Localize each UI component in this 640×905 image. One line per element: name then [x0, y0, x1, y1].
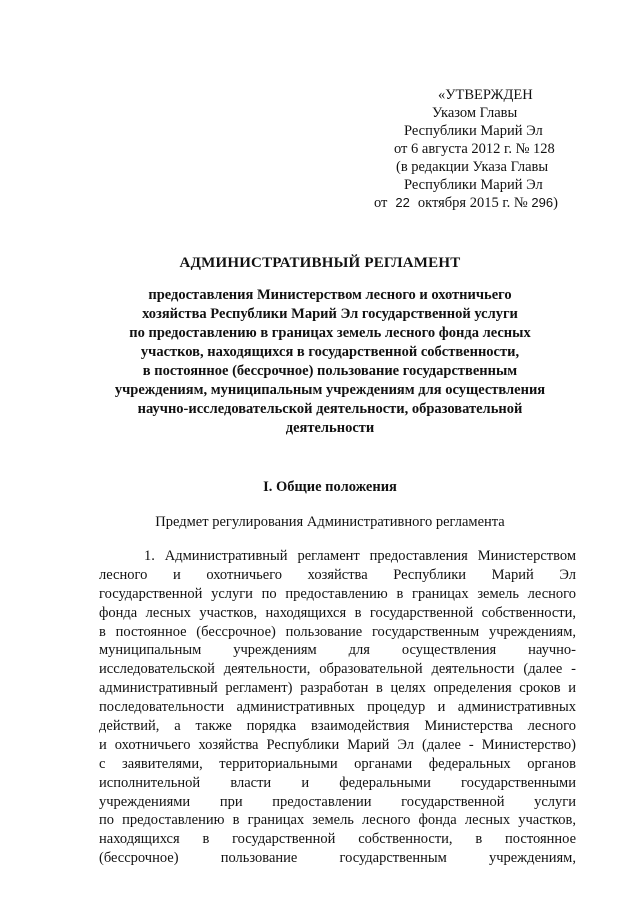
- body-line: исследовательской деятельности, образовательной деятельности (далее -: [99, 661, 576, 678]
- approval-date-prefix: от: [374, 195, 388, 211]
- subtitle-line: учреждениям, муниципальным учреждениям для осуществления: [114, 382, 546, 398]
- approval-line: от 6 августа 2012 г. № 128: [394, 141, 555, 157]
- body-line: фонда лесных участков, находящихся в государственной собственности,: [99, 604, 576, 621]
- section-heading: I. Общие положения: [263, 479, 397, 495]
- subtitle-line: участков, находящихся в государственной собственности,: [140, 344, 520, 360]
- approval-date-line: [360, 194, 592, 212]
- approval-line: «УТВЕРЖДЕН: [438, 87, 533, 103]
- approval-date-day: 22: [395, 195, 410, 210]
- subtitle-line: в постоянное (бессрочное) пользование государственным: [142, 363, 518, 379]
- body-line: по предоставлению в границах земель лесного фонда лесных участков,: [99, 812, 576, 829]
- body-line: учреждениями при предоставлении государственной услуги: [99, 793, 576, 810]
- body-line: 1. Административный регламент предоставления Министерством: [144, 548, 576, 564]
- approval-date-middle: октября 2015 г. №: [417, 195, 528, 211]
- approval-date-number: 296: [531, 195, 554, 210]
- body-line: последовательности административных процедур и административных: [99, 699, 576, 716]
- body-line: и охотничьего хозяйства Республики Марий Эл (далее - Министерство): [99, 736, 576, 753]
- body-line: в постоянное (бессрочное) пользование государственным учреждениям,: [99, 623, 576, 640]
- approval-line: (в редакции Указа Главы: [396, 159, 549, 175]
- body-line: лесного и охотничьего хозяйства Республики Марий Эл: [99, 566, 576, 583]
- approval-line: Республики Марий Эл: [404, 123, 543, 139]
- body-paragraph: [99, 547, 576, 868]
- document-title: АДМИНИСТРАТИВНЫЙ РЕГЛАМЕНТ: [179, 255, 461, 271]
- approval-block: [360, 86, 592, 212]
- subtitle-line: предоставления Министерством лесного и охотничьего: [148, 287, 512, 303]
- body-line: административный регламент) разработан в целях определения сроков и: [99, 680, 576, 697]
- subtitle-line: хозяйства Республики Марий Эл государственной услуги: [142, 306, 518, 322]
- subtitle-line: деятельности: [285, 420, 375, 436]
- body-line: находящихся в государственной собственности, в постоянное: [99, 831, 576, 848]
- subtitle-line: научно-исследовательской деятельности, образовательной: [137, 401, 523, 417]
- body-line: с заявителями, территориальными органами федеральных органов: [99, 755, 576, 772]
- body-line: муниципальным учреждениям для осуществления научно-: [99, 642, 576, 659]
- subtitle-line: по предоставлению в границах земель лесного фонда лесных: [129, 325, 531, 341]
- approval-line: Указом Главы: [432, 105, 518, 121]
- body-line: государственной услуги по предоставлению в границах земель лесного: [99, 585, 576, 602]
- approval-line: Республики Марий Эл: [404, 177, 543, 193]
- document-subtitle: [100, 286, 560, 438]
- body-line: исполнительной власти и федеральными государственными: [99, 774, 576, 791]
- body-line: действий, а также порядка взаимодействия Министерства лесного: [99, 718, 576, 735]
- subject-heading: Предмет регулирования Административного регламента: [155, 514, 505, 530]
- body-line: (бессрочное) пользование государственным учреждениям,: [99, 850, 576, 867]
- approval-date-suffix: ): [553, 195, 558, 211]
